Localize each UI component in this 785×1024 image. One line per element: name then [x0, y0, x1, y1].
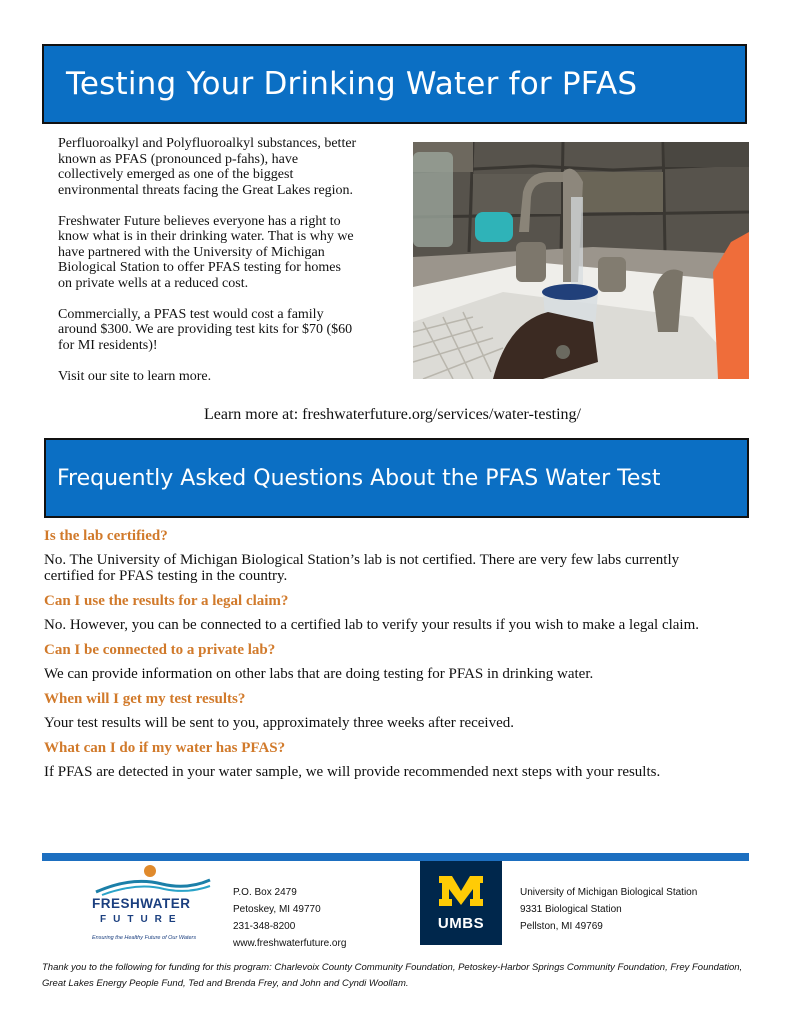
- umbs-name: University of Michigan Biological Station: [520, 887, 698, 898]
- sun-wave-icon: [92, 862, 214, 896]
- faq-item: [44, 592, 724, 633]
- faq-answer: No. The University of Michigan Biological Station’s lab is not certified. There are very few labs currently certified for PFAS testing in the country.: [44, 552, 680, 584]
- faq-question: What can I do if my water has PFAS?: [44, 740, 286, 756]
- faq-item: [44, 690, 724, 731]
- intro-paragraph: Commercially, a PFAS test would cost a family around $300. We are providing test kits for $70 ($60 for MI residents)!: [58, 306, 353, 353]
- page-title-banner: [42, 44, 747, 124]
- fwf-tagline: Ensuring the Healthy Future of Our Waters: [92, 935, 197, 941]
- umbs-address-line: Pellston, MI 49769: [520, 921, 603, 932]
- intro-paragraph: Perfluoroalkyl and Polyfluoroalkyl substances, better known as PFAS (pronounced p-fahs), have collectively emerged as one of the biggest environmental threats facing the Great Lakes region.: [58, 136, 357, 198]
- faq-question: Can I use the results for a legal claim?: [44, 593, 289, 609]
- faq-item: [44, 739, 724, 780]
- faq-answer: Your test results will be sent to you, approximately three weeks after received.: [44, 715, 515, 731]
- faq-item: [44, 527, 724, 584]
- fwf-wordmark: FRESHWATER: [92, 896, 191, 911]
- block-m-icon: [420, 861, 502, 913]
- footer-divider: [42, 853, 749, 861]
- faucet-photo-illustration: [413, 142, 749, 379]
- faq-answer: We can provide information on other labs that are doing testing for PFAS in drinking water.: [44, 666, 594, 682]
- faq-question: When will I get my test results?: [44, 691, 246, 707]
- umbs-address-line: 9331 Biological Station: [520, 904, 622, 915]
- faq-answer: If PFAS are detected in your water sample, we will provide recommended next steps with your results.: [44, 764, 661, 780]
- faq-answer: No. However, you can be connected to a certified lab to verify your results if you wish to make a legal claim.: [44, 617, 700, 633]
- faq-item: [44, 641, 724, 682]
- intro-text: [58, 136, 358, 400]
- intro-paragraph: Visit our site to learn more.: [58, 368, 212, 384]
- fwf-wordmark-sub: FUTURE: [100, 914, 183, 925]
- fwf-address-line: Petoskey, MI 49770: [233, 904, 321, 915]
- faq-question: Is the lab certified?: [44, 528, 168, 544]
- fwf-address-line: P.O. Box 2479: [233, 887, 297, 898]
- page-title: Testing Your Drinking Water for PFAS: [66, 66, 638, 102]
- umbs-text: UMBS: [437, 915, 485, 932]
- faucet-photo: [413, 142, 749, 379]
- fwf-contact-block: [233, 884, 346, 952]
- freshwater-future-logo: [92, 862, 214, 948]
- faq-question: Can I be connected to a private lab?: [44, 642, 276, 658]
- faq-list: [44, 527, 724, 788]
- umbs-logo: [420, 861, 502, 945]
- learn-more-link[interactable]: Learn more at: freshwaterfuture.org/services/water-testing/: [204, 406, 581, 423]
- faq-title-banner: [44, 438, 749, 518]
- umbs-contact-block: [520, 884, 697, 935]
- fwf-phone: 231-348-8200: [233, 921, 296, 932]
- fwf-website-link[interactable]: www.freshwaterfuture.org: [233, 938, 347, 949]
- faq-title: Frequently Asked Questions About the PFAS Water Test: [57, 465, 661, 491]
- funding-acknowledgement: Thank you to the following for funding for this program: Charlevoix County Community Foundation, Petoskey-Harbor Springs Community Foundation, Frey Foundation, Great Lakes Energy People Fund, Ted and Brenda Frey, and John and Cyndi Woollam.: [42, 962, 743, 989]
- intro-paragraph: Freshwater Future believes everyone has a right to know what is in their drinking water. That is why we have partnered with the University of Michigan Biological Station to offer PFAS testing for homes on private wells at a reduced cost.: [58, 213, 354, 291]
